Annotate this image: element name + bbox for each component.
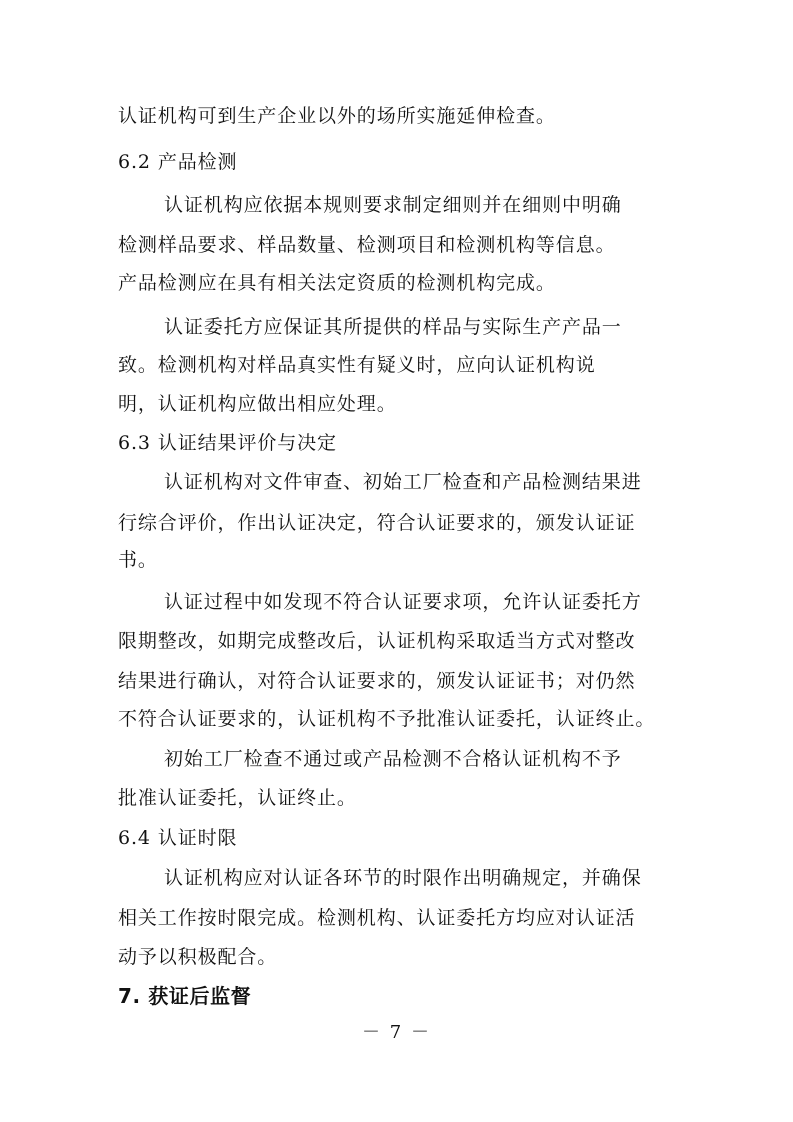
paragraph-line: 认证机构对文件审查、初始工厂检查和产品检测结果进 — [164, 471, 642, 493]
paragraph-continuation: 认证机构可到生产企业以外的场所实施延伸检查。 — [118, 105, 556, 127]
paragraph-line: 认证机构应依据本规则要求制定细则并在细则中明确 — [164, 194, 622, 216]
paragraph-line: 检测样品要求、样品数量、检测项目和检测机构等信息。 — [118, 234, 616, 256]
section-heading-6-3: 6.3 认证结果评价与决定 — [118, 432, 337, 454]
paragraph-line: 产品检测应在具有相关法定资质的检测机构完成。 — [118, 272, 556, 294]
paragraph-line: 相关工作按时限完成。检测机构、认证委托方均应对认证活 — [118, 907, 636, 929]
paragraph-line: 行综合评价，作出认证决定，符合认证要求的，颁发认证证 — [118, 512, 636, 534]
paragraph-line: 不符合认证要求的，认证机构不予批准认证委托，认证终止。 — [118, 708, 656, 730]
paragraph-line: 致。检测机构对样品真实性有疑义时，应向认证机构说 — [118, 354, 596, 376]
paragraph-line: 动予以积极配合。 — [118, 946, 278, 968]
page-number: － 7 － — [362, 1022, 431, 1043]
section-heading-7: 7. 获证后监督 — [118, 984, 252, 1008]
paragraph-line: 限期整改，如期完成整改后，认证机构采取适当方式对整改 — [118, 630, 636, 652]
paragraph-line: 认证机构应对认证各环节的时限作出明确规定，并确保 — [164, 867, 642, 889]
paragraph-line: 批准认证委托，认证终止。 — [118, 787, 357, 809]
paragraph-line: 结果进行确认，对符合认证要求的，颁发认证证书；对仍然 — [118, 670, 636, 692]
paragraph-line: 认证过程中如发现不符合认证要求项，允许认证委托方 — [164, 591, 642, 613]
paragraph-line: 认证委托方应保证其所提供的样品与实际生产产品一 — [164, 316, 622, 338]
paragraph-line: 初始工厂检查不通过或产品检测不合格认证机构不予 — [164, 748, 622, 770]
paragraph-line: 明，认证机构应做出相应处理。 — [118, 393, 397, 415]
section-heading-6-2: 6.2 产品检测 — [118, 151, 238, 173]
paragraph-line: 书。 — [118, 549, 158, 571]
section-heading-6-4: 6.4 认证时限 — [118, 827, 238, 849]
